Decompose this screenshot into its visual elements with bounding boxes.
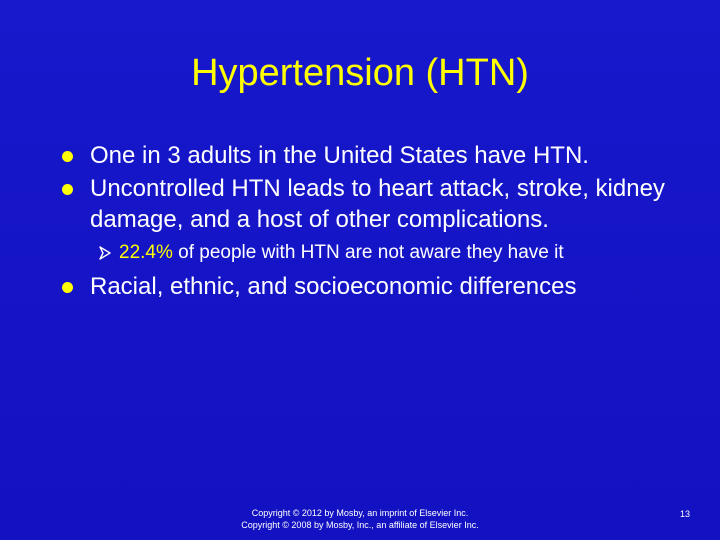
bullet-dot-icon [62, 151, 73, 162]
copyright-footer [0, 507, 720, 531]
slide-title: Hypertension (HTN) [191, 52, 529, 94]
bullet-dot-icon [62, 184, 73, 195]
bullet-text: Racial, ethnic, and socioeconomic differences [90, 273, 577, 300]
bullet-item [60, 173, 700, 235]
page-number: 13 [679, 509, 690, 519]
statistic-highlight: 22.4% [119, 242, 173, 263]
bullet-text: Uncontrolled HTN leads to heart attack, stroke, kidney damage, and a host of other complications. [90, 175, 665, 233]
slide-content [60, 140, 700, 304]
bullet-item [60, 271, 700, 302]
bullet-text: One in 3 adults in the United States have HTN. [90, 142, 589, 169]
bullet-item [60, 140, 700, 171]
bullet-dot-icon [62, 282, 73, 293]
sub-bullet-text: of people with HTN are not aware they have it [172, 242, 564, 263]
copyright-line: Copyright © 2012 by Mosby, an imprint of Elsevier Inc. [251, 508, 469, 518]
copyright-line: Copyright © 2008 by Mosby, Inc., an affiliate of Elsevier Inc. [241, 520, 479, 530]
sub-bullet-item [60, 241, 700, 265]
arrowhead-bullet-icon [98, 246, 112, 260]
